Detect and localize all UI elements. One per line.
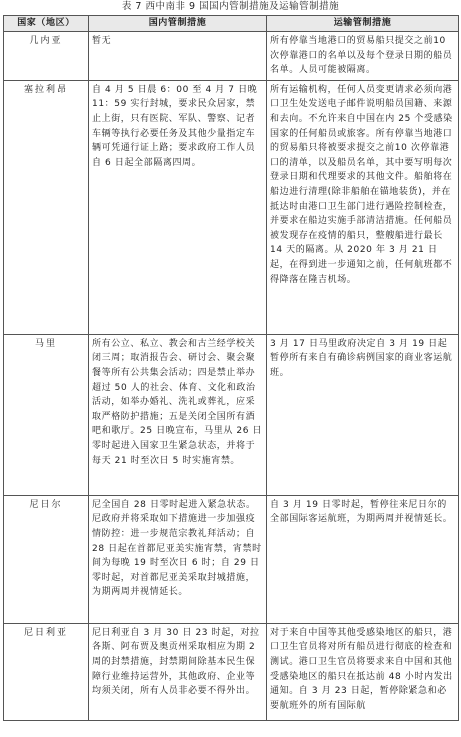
- transport-measures-cell: 自 3 月 19 日零时起，暂停往来尼日尔的全部国际客运航班，为期两周并视情延长。: [267, 495, 459, 623]
- table-header-row: [4, 16, 459, 32]
- country-cell: 马里: [4, 334, 89, 495]
- domestic-measures-cell: 暂无: [89, 32, 267, 81]
- country-cell: 几内亚: [4, 32, 89, 81]
- domestic-measures-cell: 尼日利亚自 3 月 30 日 23 时起，对拉各斯、阿布贾及奥贡州采取相应为期 2 周的封禁措施，封禁期间除基本民生保障行业维持运营外，其他政府、企业等均须关闭，所有人员非必要不得外出。: [89, 623, 267, 720]
- country-cell: 尼日利亚: [4, 623, 89, 720]
- table-row: [4, 334, 459, 495]
- table-row: [4, 495, 459, 623]
- domestic-measures-cell: 所有公立、私立、教会和古兰经学校关闭三周；取消报告会、研讨会、聚会聚餐等所有公共集会活动；四是禁止举办超过 50 人的社会、体育、文化和政治活动，如举办婚礼、洗礼或葬礼，应采取严格防护措施；五是关闭全国所有酒吧和歌厅。25 日晚宣布，马里从 26 日零时起进入国家卫生紧急状态，并将于每天 21 时至次日 5 时实施宵禁。: [89, 334, 267, 495]
- transport-measures-cell: 所有运输机构，任何人员变更请求必须向港口卫生处发送电子邮件说明船员国籍、来源和去向。不允许来自中国在内 25 个受感染国家的任何船员或旅客。所有停靠当地港口的贸易船只将被要求提交之前10 次停靠港口的清单，以及船员名单，其中要写明每次登录日期和代理要求的其他文件。船舶将在船边进行清理(除非船舶在锚地装货)，并在抵达时由港口卫生部门进行遇险控制检查，并要求在船边实施手部清洁措施。任何船员被发现存在疫情的船只，整艘船进行最长 14 天的隔离。从 2020 年 3 月 21 日起，在得到进一步通知之前，任何航班都不得降落在隆吉机场。: [267, 80, 459, 334]
- transport-measures-cell: 3 月 17 日马里政府决定自 3 月 19 日起暂停所有来自有确诊病例国家的商业客运航班。: [267, 334, 459, 495]
- table-row: [4, 623, 459, 720]
- table-caption: 表 7 西中南非 9 国国内管制措施及运输管制措施: [121, 1, 340, 12]
- header-country: 国家（地区）: [4, 16, 89, 32]
- domestic-measures-cell: 自 4 月 5 日晨 6：00 至 4 月 7 日晚 11：59 实行封城，要求民众居家，禁止上街，只有医院、军队、警察、记者车辆等执行必要任务及其他少量指定车辆可凭通行证上路；要求政府工作人员自 6 日起全部隔离四周。: [89, 80, 267, 334]
- transport-measures-cell: 所有停靠当地港口的贸易船只提交之前10 次停靠港口的名单以及每个登录日期的船员名单。人员可能被隔离。: [267, 32, 459, 81]
- transport-measures-cell: 对于来自中国等其他受感染地区的船只，港口卫生官员将对所有船员进行彻底的检查和测试。港口卫生官员将要求来自中国和其他受感染地区的船只在抵达前 48 小时内发出通知。自 3 月 23 日起，暂停除紧急和必要航班外的所有国际航: [267, 623, 459, 720]
- header-transport-measures: 运输管制措施: [267, 16, 459, 32]
- header-domestic-measures: 国内管制措施: [89, 16, 267, 32]
- table-row: [4, 80, 459, 334]
- country-cell: 尼日尔: [4, 495, 89, 623]
- country-cell: 塞拉利昂: [4, 80, 89, 334]
- control-measures-table: [3, 15, 459, 721]
- table-row: [4, 32, 459, 81]
- domestic-measures-cell: 尼全国自 28 日零时起进入紧急状态。尼政府并将采取如下措施进一步加强疫情防控：进一步规范宗教礼拜活动；自 28 日起在首都尼亚美实施宵禁，宵禁时间为每晚 19 时至次日 6 时；自 29 日零时起，对首都尼亚美采取封城措施，为期两周并视情延长。: [89, 495, 267, 623]
